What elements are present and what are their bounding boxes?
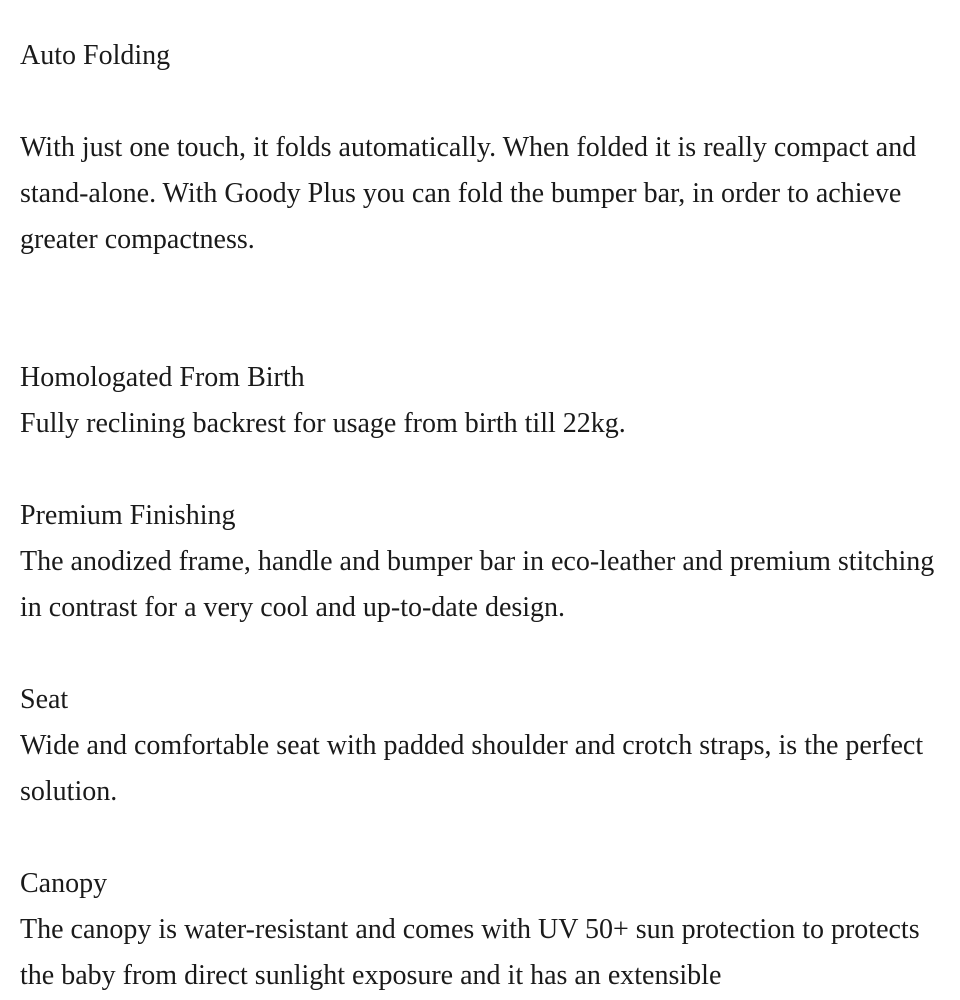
feature-description: With just one touch, it folds automatically. When folded it is really compact and stand-alone. With Goody Plus you can fold the bumper bar, in order to achieve greater compactness. bbox=[20, 132, 917, 255]
feature-seat bbox=[20, 677, 940, 815]
feature-auto-folding bbox=[20, 33, 940, 263]
feature-description: The canopy is water-resistant and comes with UV 50+ sun protection to protects the baby from direct sunlight exposure and it has an extensible bbox=[20, 914, 920, 991]
feature-description: Wide and comfortable seat with padded shoulder and crotch straps, is the perfect solution. bbox=[20, 730, 924, 807]
feature-description: Fully reclining backrest for usage from birth till 22kg. bbox=[20, 408, 626, 439]
feature-title: Premium Finishing bbox=[20, 500, 236, 531]
spacer bbox=[20, 815, 940, 861]
feature-title: Homologated From Birth bbox=[20, 362, 305, 393]
spacer bbox=[20, 447, 940, 493]
feature-description: The anodized frame, handle and bumper bar in eco-leather and premium stitching in contrast for a very cool and up-to-date design. bbox=[20, 546, 935, 623]
feature-title: Canopy bbox=[20, 868, 108, 899]
feature-homologated-from-birth bbox=[20, 355, 940, 447]
product-features bbox=[20, 33, 940, 999]
spacer bbox=[20, 79, 940, 125]
spacer bbox=[20, 631, 940, 677]
feature-canopy bbox=[20, 861, 940, 999]
feature-premium-finishing bbox=[20, 493, 940, 631]
feature-title: Seat bbox=[20, 684, 69, 715]
spacer bbox=[20, 263, 940, 355]
feature-title: Auto Folding bbox=[20, 40, 171, 71]
